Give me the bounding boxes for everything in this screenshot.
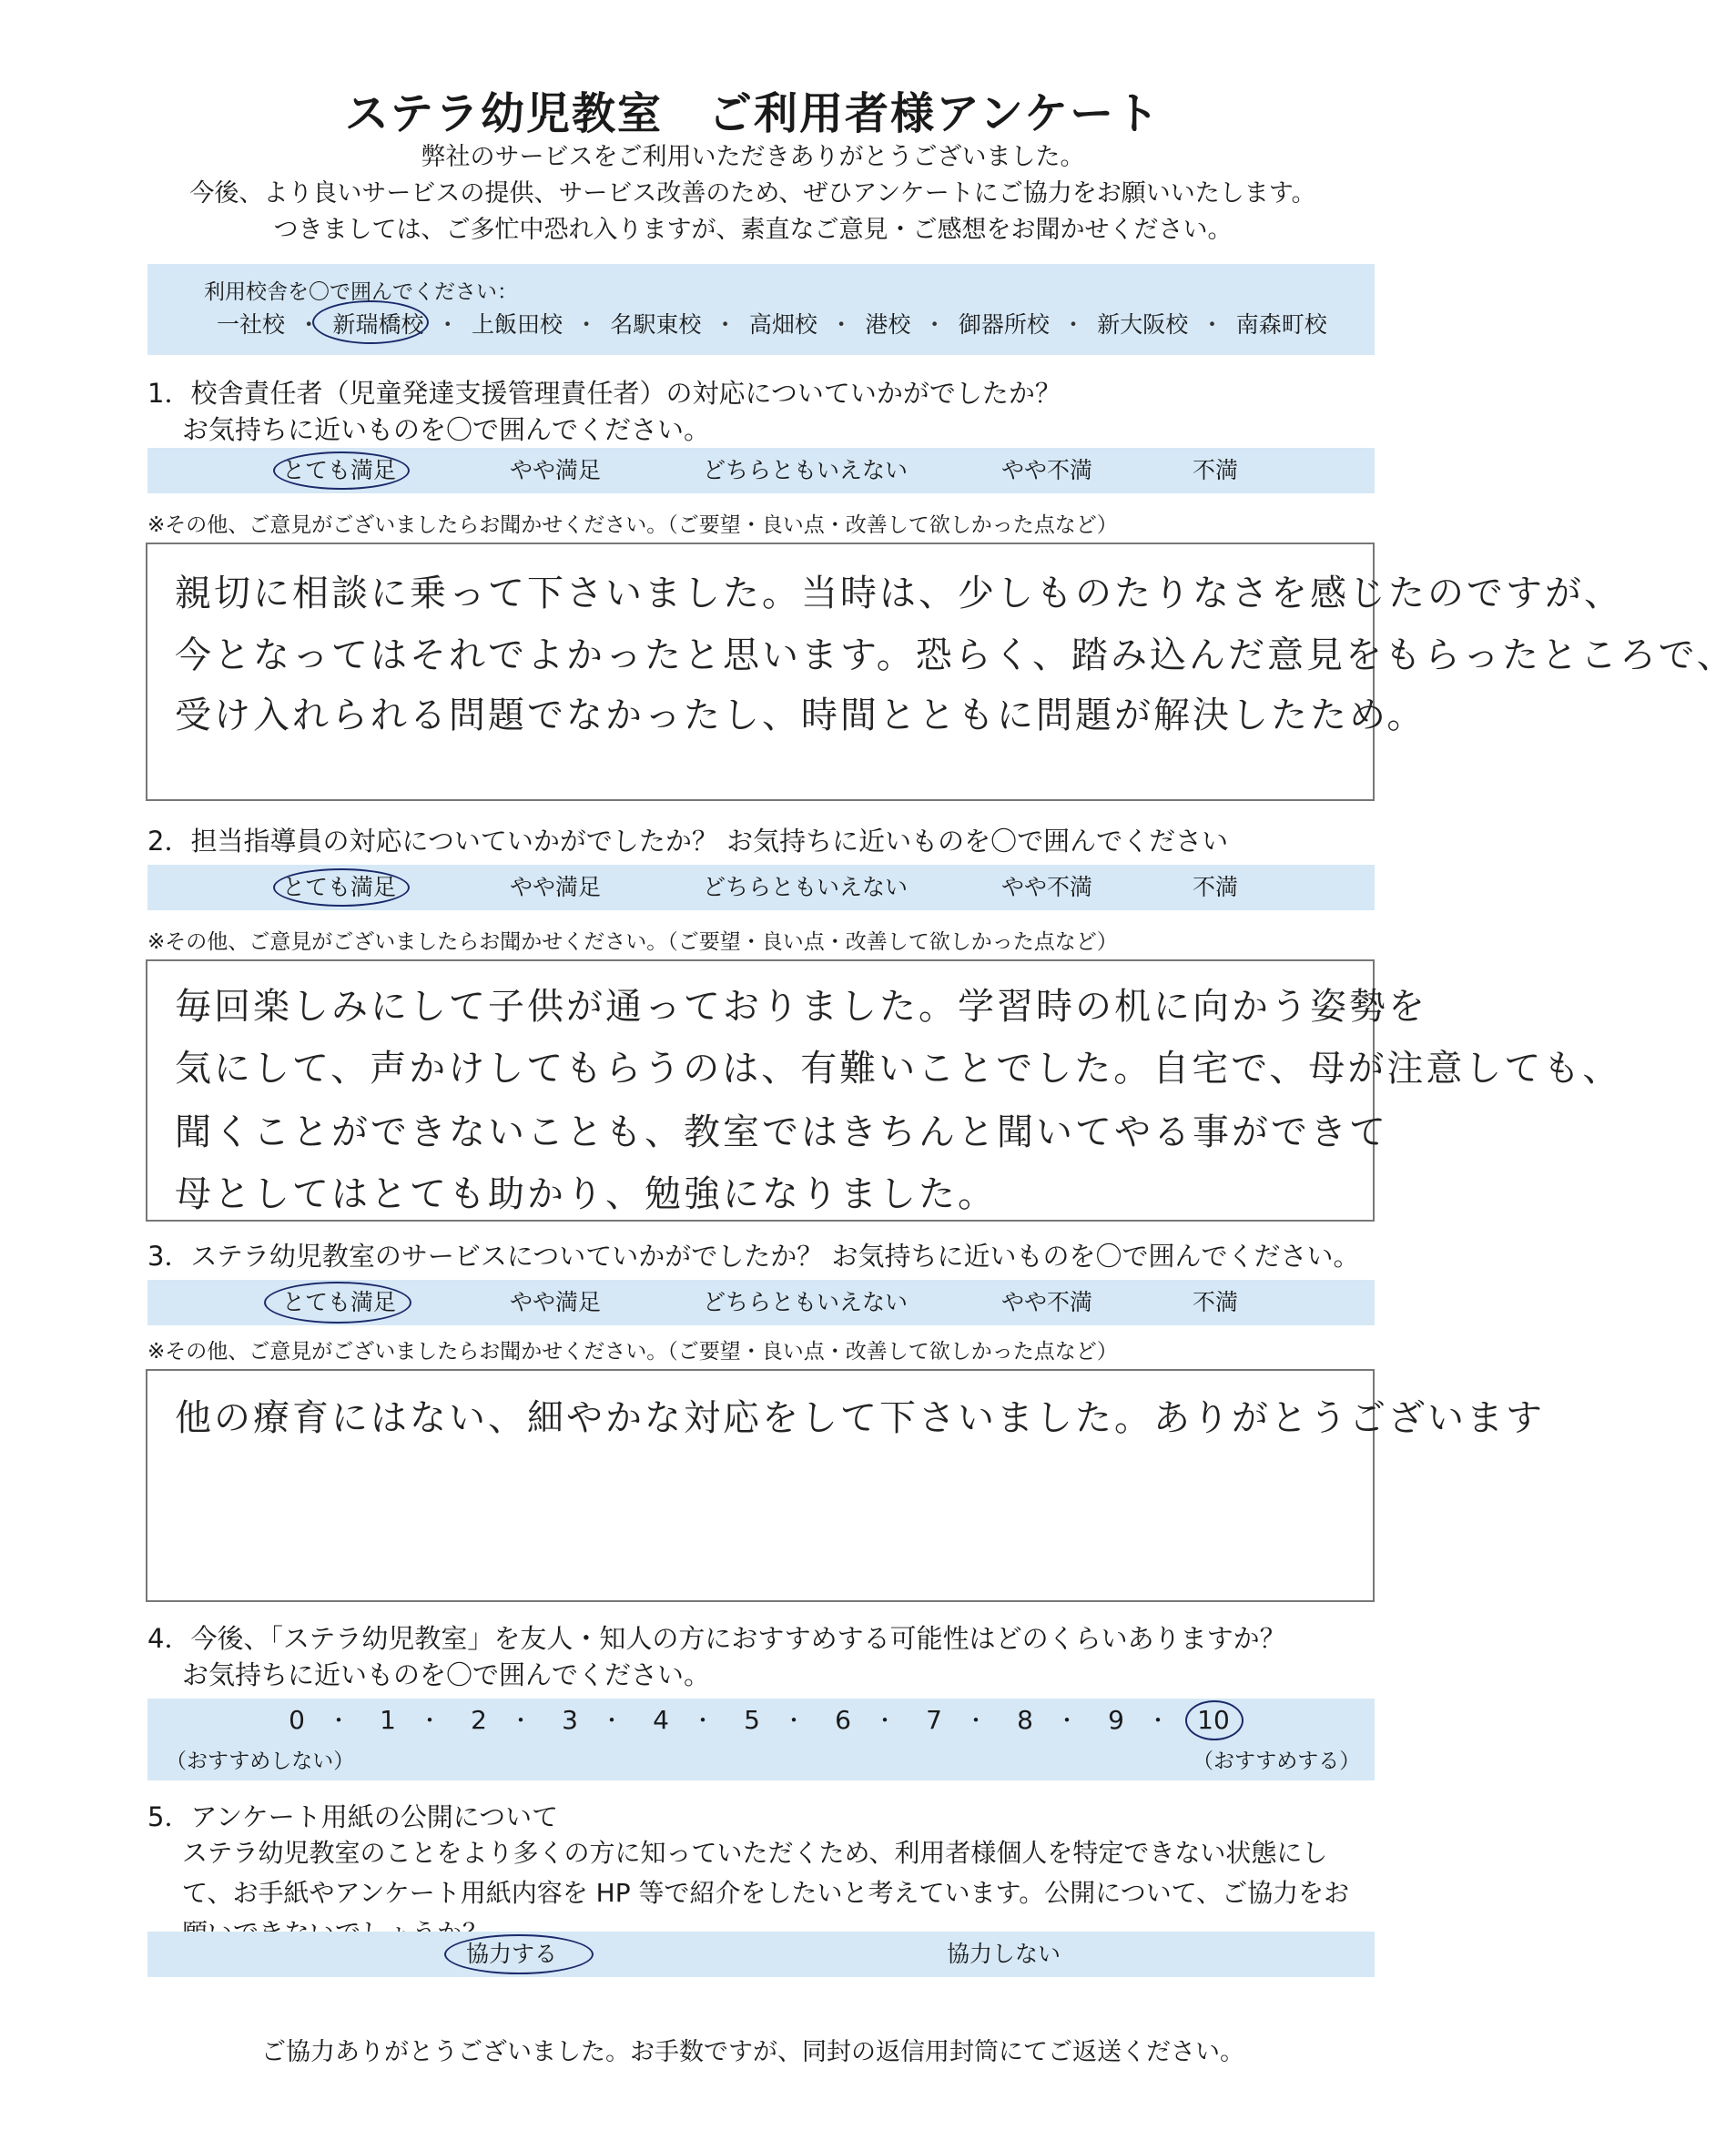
school-option[interactable]: 上飯田校 xyxy=(471,311,563,338)
q2-answer-line: 気にして、声かけしてもらうのは、有難いことでした。自宅で、母が注意しても、 xyxy=(175,1048,1622,1090)
separator: ・ xyxy=(874,1708,896,1733)
separator: ・ xyxy=(1056,1708,1078,1733)
selection-circle xyxy=(264,1282,411,1324)
scale-value[interactable]: 0 xyxy=(289,1705,305,1735)
q3-option[interactable]: やや満足 xyxy=(510,1289,602,1315)
school-option[interactable]: 南森町校 xyxy=(1235,311,1327,338)
school-option[interactable]: 港校 xyxy=(865,311,911,338)
intro-line-2: 今後、より良いサービスの提供、サービス改善のため、ぜひアンケートにご協力をお願いいたします。 xyxy=(189,179,1316,208)
scale-value[interactable]: 5 xyxy=(744,1705,760,1735)
q4-scale xyxy=(147,1699,1375,1780)
selection-circle xyxy=(273,451,410,490)
scale-value[interactable]: 1 xyxy=(380,1705,396,1735)
scale-value[interactable]: 9 xyxy=(1108,1705,1124,1735)
q2-option[interactable]: やや不満 xyxy=(1001,874,1093,900)
q2-options xyxy=(147,865,1375,910)
q1-answer-line: 受け入れられる問題でなかったし、時間とともに問題が解決したため。 xyxy=(175,695,1426,736)
q3-option[interactable]: どちらともいえない xyxy=(703,1289,909,1315)
q2-answer-line: 毎回楽しみにして子供が通っておりました。学習時の机に向かう姿勢を xyxy=(175,986,1427,1028)
separator: ・ xyxy=(510,1708,532,1733)
school-option[interactable]: 御器所校 xyxy=(958,311,1050,338)
q3-option[interactable]: 不満 xyxy=(1193,1289,1239,1315)
separator: ・ xyxy=(783,1708,805,1733)
intro-line-1: 弊社のサービスをご利用いただきありがとうございました。 xyxy=(421,143,1085,171)
school-option[interactable]: 名駅東校 xyxy=(610,311,702,338)
separator: ・ xyxy=(419,1708,441,1733)
q1-options xyxy=(147,448,1375,493)
q5-options xyxy=(147,1932,1375,1977)
q2-question: 2．担当指導員の対応についていかがでしたか？ お気持ちに近いものを〇で囲んでください xyxy=(147,826,1229,857)
scale-value[interactable]: 3 xyxy=(562,1705,578,1735)
scale-value[interactable]: 6 xyxy=(835,1705,851,1735)
school-option[interactable]: 新大阪校 xyxy=(1097,311,1189,338)
intro-line-3: つきましては、ご多忙中恐れ入りますが、素直なご意見・ご感想をお聞かせください。 xyxy=(273,216,1233,244)
q3-answer-box[interactable] xyxy=(146,1369,1545,1602)
q1-note: ※その他、ご意見がございましたらお聞かせください。（ご要望・良い点・改善して欲しかった点など） xyxy=(147,513,1118,537)
separator: ・ xyxy=(297,311,320,338)
separator: ・ xyxy=(965,1708,987,1733)
q1-answer-box[interactable] xyxy=(146,543,1736,801)
q5-body-line: ステラ幼児教室のことをより多くの方に知っていただくため、利用者様個人を特定できない状態にし xyxy=(182,1838,1328,1868)
separator: ・ xyxy=(1201,311,1224,338)
scale-value[interactable]: 4 xyxy=(653,1705,669,1735)
q3-answer-line: 他の療育にはない、細やかな対応をして下さいました。ありがとうございます xyxy=(175,1397,1545,1439)
q5-option-selected[interactable]: 協力する xyxy=(466,1941,558,1967)
q1-option[interactable]: 不満 xyxy=(1193,457,1239,483)
separator: ・ xyxy=(1147,1708,1169,1733)
footer-text: ご協力ありがとうございました。お手数ですが、同封の返信用封筒にてご返送ください。 xyxy=(261,2038,1244,2066)
school-option[interactable]: 一社校 xyxy=(217,311,286,338)
scale-value-selected[interactable]: 10 xyxy=(1197,1705,1230,1735)
q1-question: 1．校舎責任者（児童発達支援管理責任者）の対応についていかがでしたか？ xyxy=(147,378,1061,409)
q5-option[interactable]: 協力しない xyxy=(947,1941,1061,1967)
selection-circle xyxy=(444,1934,594,1974)
separator: ・ xyxy=(328,1708,350,1733)
page-title: ステラ幼児教室 ご利用者様アンケート xyxy=(344,88,1162,139)
q3-options xyxy=(147,1280,1375,1325)
q1-sub: お気持ちに近いものを〇で囲んでください。 xyxy=(182,414,711,445)
scale-value[interactable]: 8 xyxy=(1017,1705,1033,1735)
q2-answer-line: 母としてはとても助かり、勉強になりました。 xyxy=(175,1173,997,1215)
scale-value[interactable]: 7 xyxy=(926,1705,942,1735)
scale-low-label: （おすすめしない） xyxy=(166,1750,355,1773)
q3-option[interactable]: やや不満 xyxy=(1001,1289,1093,1315)
q2-note: ※その他、ご意見がございましたらお聞かせください。（ご要望・良い点・改善して欲しかった点など） xyxy=(147,930,1118,954)
scale-value[interactable]: 2 xyxy=(471,1705,487,1735)
q3-option-selected[interactable]: とても満足 xyxy=(282,1289,397,1315)
q2-answer-box[interactable] xyxy=(146,959,1622,1222)
separator: ・ xyxy=(436,311,460,338)
separator: ・ xyxy=(1061,311,1085,338)
q1-option[interactable]: やや不満 xyxy=(1001,457,1093,483)
separator: ・ xyxy=(923,311,947,338)
school-option[interactable]: 高畑校 xyxy=(748,311,817,338)
q1-answer-line: 親切に相談に乗って下さいました。当時は、少しものたりなさを感じたのですが、 xyxy=(175,573,1623,614)
q2-option-selected[interactable]: とても満足 xyxy=(282,874,397,900)
school-option-selected[interactable]: 新瑞橋校 xyxy=(332,311,424,338)
q4-sub: お気持ちに近いものを〇で囲んでください。 xyxy=(182,1659,711,1690)
q2-answer-line: 聞くことができないことも、教室ではきちんと聞いてやる事ができて xyxy=(175,1111,1388,1153)
separator: ・ xyxy=(601,1708,623,1733)
q2-option[interactable]: 不満 xyxy=(1193,874,1239,900)
selection-circle xyxy=(312,300,429,344)
q1-option[interactable]: どちらともいえない xyxy=(703,457,909,483)
q3-question: 3．ステラ幼児教室のサービスについていかがでしたか？ お気持ちに近いものを〇で囲んでください。 xyxy=(147,1241,1360,1272)
q5-question: 5．アンケート用紙の公開について xyxy=(147,1801,559,1832)
q5-body-line: て、お手紙やアンケート用紙内容を HP 等で紹介をしたいと考えています。公開について、ご協力をお xyxy=(182,1878,1350,1908)
separator: ・ xyxy=(574,311,598,338)
q1-option[interactable]: やや満足 xyxy=(510,457,602,483)
scale-high-label: （おすすめする） xyxy=(1193,1750,1361,1773)
separator: ・ xyxy=(829,311,853,338)
selection-circle xyxy=(1185,1700,1244,1740)
selection-circle xyxy=(273,868,410,907)
school-label: 利用校舎を〇で囲んでください： xyxy=(204,280,518,304)
separator: ・ xyxy=(692,1708,714,1733)
q1-option-selected[interactable]: とても満足 xyxy=(282,457,397,483)
separator: ・ xyxy=(714,311,737,338)
q1-answer-line: 今となってはそれでよかったと思います。恐らく、踏み込んだ意見をもらったところで、 xyxy=(175,634,1736,676)
q2-option[interactable]: どちらともいえない xyxy=(703,874,909,900)
q3-note: ※その他、ご意見がございましたらお聞かせください。（ご要望・良い点・改善して欲しかった点など） xyxy=(147,1340,1118,1364)
q2-option[interactable]: やや満足 xyxy=(510,874,602,900)
q4-question: 4．今後、「ステラ幼児教室」を友人・知人の方におすすめする可能性はどのくらいありますか？ xyxy=(147,1623,1286,1654)
